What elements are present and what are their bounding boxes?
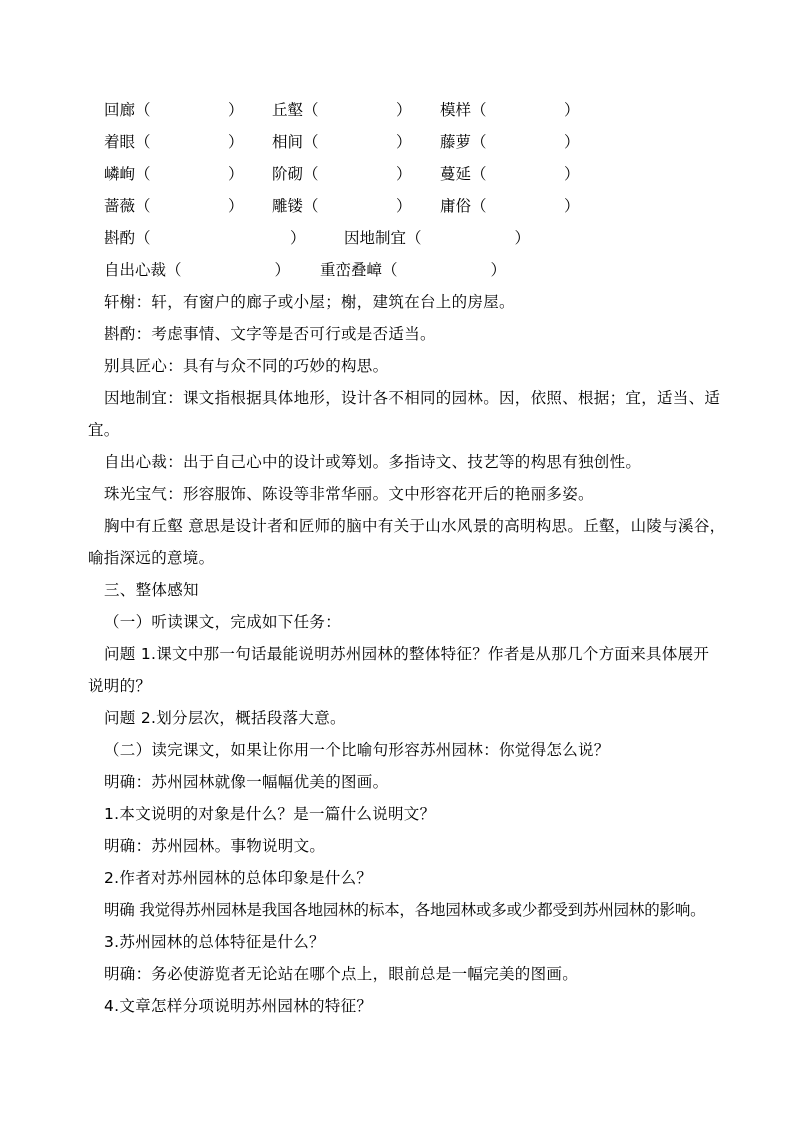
vocab-item: 斟酌（ ） [104, 229, 306, 247]
vocab-item: 重峦叠嶂（ ） [320, 261, 507, 279]
body-line: 3.苏州园林的总体特征是什么？ [104, 933, 325, 951]
body-line: 明确 我觉得苏州园林是我国各地园林的标本，各地园林或多或少都受到苏州园林的影响。 [104, 901, 706, 919]
section-title: 三、整体感知 [104, 581, 199, 599]
body-line: 明确：苏州园林就像一幅幅优美的图画。 [104, 773, 389, 791]
definition-line: 因地制宜：课文指根据具体地形，设计各不相同的园林。因，依照、根据；宜，适当、适 [104, 389, 721, 407]
vocab-item: 相间（ ） [272, 133, 412, 151]
vocab-item: 庸俗（ ） [440, 197, 580, 215]
body-line: 明确：苏州园林。事物说明文。 [104, 837, 326, 855]
definition-line: 胸中有丘壑 意思是设计者和匠师的脑中有关于山水风景的高明构思。丘壑，山陵与溪谷， [104, 517, 726, 535]
vocab-item: 模样（ ） [440, 101, 580, 119]
body-line: 明确：务必使游览者无论站在哪个点上，眼前总是一幅完美的图画。 [104, 965, 579, 983]
body-line: 问题 2.划分层次，概括段落大意。 [104, 709, 346, 727]
definition-line: 斟酌：考虑事情、文字等是否可行或是否适当。 [104, 325, 436, 343]
vocab-item: 藤萝（ ） [440, 133, 580, 151]
vocab-item: 雕镂（ ） [272, 197, 412, 215]
definition-line: 宜。 [88, 421, 120, 439]
body-line: 说明的？ [88, 677, 152, 695]
vocab-item: 嶙峋（ ） [104, 165, 244, 183]
vocab-item: 丘壑（ ） [272, 101, 412, 119]
vocab-item: 蔓延（ ） [440, 165, 580, 183]
definition-line: 喻指深远的意境。 [88, 549, 215, 567]
body-line: 2.作者对苏州园林的总体印象是什么？ [104, 869, 373, 887]
body-line: （一）听读课文，完成如下任务： [104, 613, 342, 631]
definition-line: 珠光宝气：形容服饰、陈设等非常华丽。文中形容花开后的艳丽多姿。 [104, 485, 594, 503]
body-line: 4.文章怎样分项说明苏州园林的特征？ [104, 997, 373, 1015]
definition-line: 自出心裁：出于自己心中的设计或筹划。多指诗文、技艺等的构思有独创性。 [104, 453, 642, 471]
body-line: 问题 1.课文中那一句话最能说明苏州园林的整体特征？作者是从那几个方面来具体展开 [104, 645, 710, 663]
body-line: 1.本文说明的对象是什么？是一篇什么说明文？ [104, 805, 436, 823]
vocab-item: 阶砌（ ） [272, 165, 412, 183]
definition-line: 别具匠心：具有与众不同的巧妙的构思。 [104, 357, 389, 375]
vocab-item: 蔷薇（ ） [104, 197, 244, 215]
body-line: （二）读完课文，如果让你用一个比喻句形容苏州园林：你觉得怎么说？ [104, 741, 610, 759]
definition-line: 轩榭：轩，有窗户的廊子或小屋；榭，建筑在台上的房屋。 [104, 293, 515, 311]
vocab-item: 因地制宜（ ） [344, 229, 531, 247]
vocab-item: 回廊（ ） [104, 101, 244, 119]
vocab-item: 自出心裁（ ） [104, 261, 291, 279]
vocab-item: 着眼（ ） [104, 133, 244, 151]
